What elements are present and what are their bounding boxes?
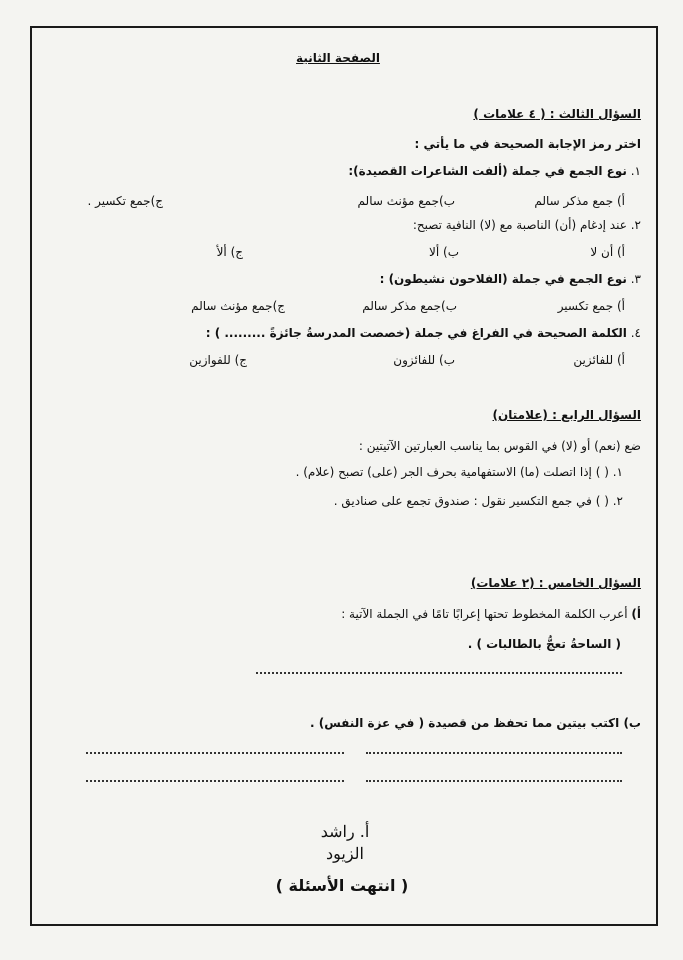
q3-item-1-option-a: أ) جمع مذكر سالم (534, 194, 625, 208)
q5-part-a-instruction: أعرب الكلمة المخطوط تحتها إعرابًا تامًا في الجملة الآتية : (341, 607, 628, 621)
q3-item-3-text: نوع الجمع في جملة (الفلاحون نشيطون) : (379, 272, 627, 286)
q3-item-3-option-b: ب)جمع مذكر سالم (362, 299, 457, 313)
q3-item-3-number: ٣. (630, 272, 641, 286)
q3-item-2-number: ٢. (630, 218, 641, 232)
teacher-name-line-1: أ. راشد (320, 822, 370, 841)
q3-instruction: اختر رمز الإجابة الصحيحة في ما يأتي : (414, 137, 641, 151)
q4-item-2 (334, 494, 623, 508)
q5-part-a-sentence: ( الساحةُ تعجُّ بالطالبات ) . (467, 637, 621, 651)
q3-item-2-text: عند إدغام (أن) الناصبة مع (لا) النافية تصبح: (412, 218, 627, 232)
q3-item-2-option-a: أ) أن لا (590, 245, 625, 259)
q3-item-1-text: نوع الجمع في جملة (ألفت الشاعرات القصيدة): (348, 164, 627, 178)
q5-part-a (341, 607, 641, 621)
q4-item-1-text: ( ) إذا اتصلت (ما) الاستفهامية بحرف الجر (على) تصبح (علام) . (295, 465, 609, 479)
q3-item-2-stem (413, 218, 641, 232)
q3-item-3-stem (380, 272, 641, 286)
q3-item-3-option-c: ج)جمع مؤنث سالم (191, 299, 285, 313)
q3-item-4-option-b: ب) للفائزون (393, 353, 455, 367)
q3-item-4-text: الكلمة الصحيحة في الفراغ في جملة (خصصت المدرسةُ جائزةً ......... ) : (205, 326, 627, 340)
q3-item-3-option-a: أ) جمع تكسير (557, 299, 625, 313)
q3-item-4-stem (206, 326, 641, 340)
q3-item-1-stem (348, 164, 641, 178)
q4-item-2-text: ( ) في جمع التكسير نقول : صندوق تجمع على صناديق . (333, 494, 609, 508)
q3-item-1-option-c: ج)جمع تكسير . (87, 194, 163, 208)
end-of-questions: ( انتهت الأسئلة ) (275, 876, 409, 895)
q4-item-2-number: ٢. (612, 494, 623, 508)
q3-item-2-option-b: ب) ألا (429, 245, 459, 259)
answer-line (366, 752, 622, 754)
answer-line (86, 780, 344, 782)
q3-item-1-option-b: ب)جمع مؤنث سالم (357, 194, 455, 208)
q5-part-a-label: أ) (631, 607, 641, 621)
q3-item-1-number: ١. (630, 164, 641, 178)
answer-line (366, 780, 622, 782)
q3-title: السؤال الثالث : ( ٤ علامات ) (473, 107, 641, 121)
q3-item-4-number: ٤. (630, 326, 641, 340)
q5-part-b: ب) اكتب بيتين مما تحفظ من قصيدة ( في عزة النفس) . (309, 716, 641, 730)
q4-title: السؤال الرابع : (علامتان) (492, 408, 641, 422)
q4-item-1 (296, 465, 623, 479)
q4-instruction: ضع (نعم) أو (لا) في القوس بما يناسب العبارتين الآتيتين : (358, 439, 641, 453)
q3-item-2-option-c: ج) ألأ (216, 245, 243, 259)
answer-line (86, 752, 344, 754)
q4-item-1-number: ١. (612, 465, 623, 479)
q3-item-4-option-a: أ) للفائزين (573, 353, 625, 367)
answer-line (256, 672, 622, 674)
teacher-name-line-2: الزيود (326, 844, 364, 863)
q5-title: السؤال الخامس : (٢ علامات) (470, 576, 641, 590)
q3-item-4-option-c: ج) للفوازين (189, 353, 247, 367)
page-label: الصفحة الثانية (296, 51, 380, 65)
